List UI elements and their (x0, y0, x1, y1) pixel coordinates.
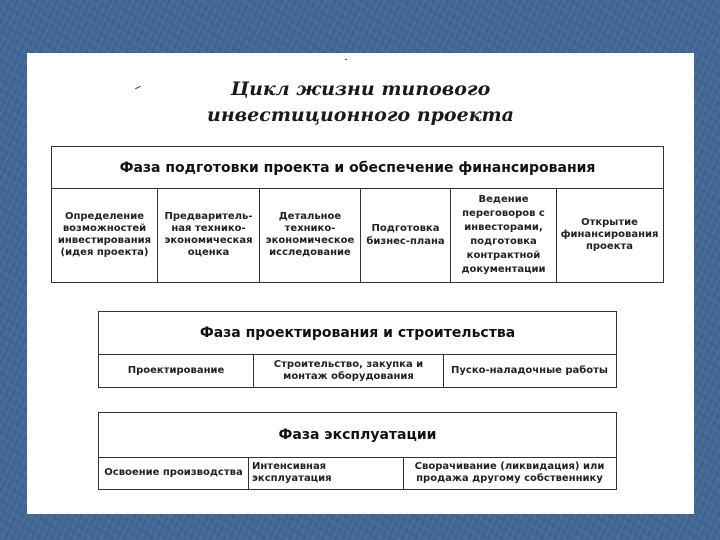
step-detailed-study: Детальное технико-экономическое исследование (260, 188, 361, 282)
step-commissioning: Пуско-наладочные работы (451, 364, 608, 376)
phase-preparation (51, 146, 664, 283)
step-opportunity-identification: Определение возможностей инвестирования (идея проекта) (52, 188, 158, 282)
scan-mark (345, 59, 347, 60)
phase-design-construction-title: Фаза проектирования и строительства (99, 312, 616, 355)
step-financing-opening: Открытие финансирования проекта (560, 217, 659, 252)
phase-preparation-steps (52, 188, 663, 282)
phase-operation-title: Фаза эксплуатации (99, 413, 616, 458)
step-production-ramp-up: Освоение производства (99, 457, 249, 489)
step-design: Проектирование (99, 354, 254, 387)
step-investor-negotiations: Ведение переговоров с инвесторами, подготовка контрактной документации (451, 188, 557, 282)
phase-design-construction-steps (99, 354, 616, 387)
phase-design-construction (98, 311, 617, 388)
step-intensive-operation: Интенсивная эксплуатация (249, 457, 404, 489)
phase-operation (98, 412, 617, 490)
diagram-title-line-2: инвестиционного проекта (207, 104, 514, 126)
phase-operation-steps (99, 457, 616, 489)
diagram-title-line-1: Цикл жизни типового (230, 78, 491, 100)
step-wind-down: Сворачивание (ликвидация) или продажа другому собственнику (414, 461, 605, 484)
phase-preparation-title: Фаза подготовки проекта и обеспечение финансирования (52, 147, 663, 189)
step-preliminary-assessment: Предваритель-ная технико-экономическая оценка (158, 188, 260, 282)
slide (27, 53, 694, 514)
step-business-plan: Подготовка бизнес-плана (361, 188, 451, 282)
step-construction: Строительство, закупка и монтаж оборудования (254, 354, 444, 387)
